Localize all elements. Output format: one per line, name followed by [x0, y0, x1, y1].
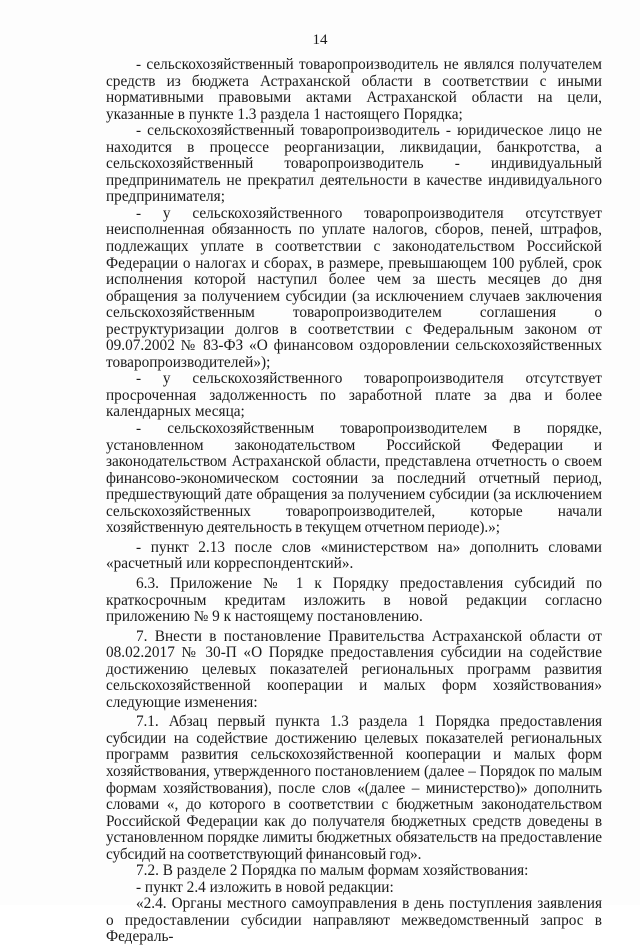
document-body	[106, 57, 602, 946]
paragraph-7-2: 7.2. В разделе 2 Порядка по малым формам хозяйствования:	[136, 862, 529, 880]
paragraph-7: 7. Внести в постановление Правительства Астраханской области от 08.02.2017 № 30-П «О Порядке предоставления субсидии на содействие достижению целевых показателей региональных программ развития сельскохозяйственной кооперации и малых форм хозяйствования» следующие изменения:	[106, 627, 602, 711]
paragraph-salary-debt-condition: - у сельскохозяйственного товаропроизводителя отсутствует просроченная задолженность по заработной плате за два и более календарных месяца;	[106, 370, 602, 421]
paragraph-recipient-condition: - сельскохозяйственный товаропроизводитель не являлся получателем средств из бюджета Астраханской области в соответствии с иными нормативными правовыми актами Астраханской области на цели, указанные в пункте 1.3 раздела 1 настоящего Порядка;	[106, 56, 602, 123]
page-number: 14	[312, 32, 328, 48]
paragraph-6-3: 6.3. Приложение № 1 к Порядку предоставления субсидий по краткосрочным кредитам изложить в новой редакции согласно приложению № 9 к настоящему постановлению.	[106, 574, 602, 626]
paragraph-clause-2-13: - пункт 2.13 после слов «министерством на» дополнить словами «расчетный или корреспондентский».	[106, 538, 602, 573]
paragraph-clause-2-4-intro: - пункт 2.4 изложить в новой редакции:	[136, 878, 394, 896]
paragraph-reporting-condition: - сельскохозяйственным товаропроизводителем в порядке, установленном законодательством Российской Федерации и законодательством Астраханской области, представлена отчетность о своем финансово-экономическом состоянии за последний отчетный период, предшествующий дате обращения за получением субсидии (за исключением сельскохозяйственных товаропроизводителей, которые начали хозяйственную деятельность в текущем отчетном периоде).»;	[106, 420, 602, 537]
paragraph-reorganization-condition: - сельскохозяйственный товаропроизводитель - юридическое лицо не находится в процессе реорганизации, ликвидации, банкротства, а сельскохозяйственный товаропроизводитель - индивидуальный предприниматель не прекратил деятельности в качестве индивидуального предпринимателя;	[106, 122, 602, 206]
paragraph-clause-2-4: «2.4. Органы местного самоуправления в день поступления заявления о предоставлении субсидии направляют межведомственный запрос в Федераль-	[106, 895, 602, 946]
paragraph-7-1: 7.1. Абзац первый пункта 1.3 раздела 1 Порядка предоставления субсидии на содействие достижению целевых показателей региональных программ развития сельскохозяйственной кооперации и малых форм хозяйствования, утвержденного постановлением (далее – Порядок по малым формам хозяйствования), после слов «(далее – министерство)» дополнить словами «, до которого в соответствии с бюджетным законодательством Российской Федерации как до получателя бюджетных средств доведены в установленном порядке лимиты бюджетных обязательств на предоставление субсидий на соответствующий финансовый год».	[106, 713, 602, 863]
paragraph-tax-debt-condition: - у сельскохозяйственного товаропроизводителя отсутствует неисполненная обязанность по уплате налогов, сборов, пеней, штрафов, подлежащих уплате в соответствии с законодательством Российской Федерации о налогах и сборах, в размере, превышающем 100 рублей, срок исполнения которой наступил более чем за шесть месяцев до дня обращения за получением субсидии (за исключением случаев заключения сельскохозяйственным товаропроизводителем соглашения о реструктуризации долгов в соответствии с Федеральным законом от 09.07.2002 № 83-ФЗ «О финансовом оздоровлении сельскохозяйственных товаропроизводителей»);	[106, 204, 602, 371]
